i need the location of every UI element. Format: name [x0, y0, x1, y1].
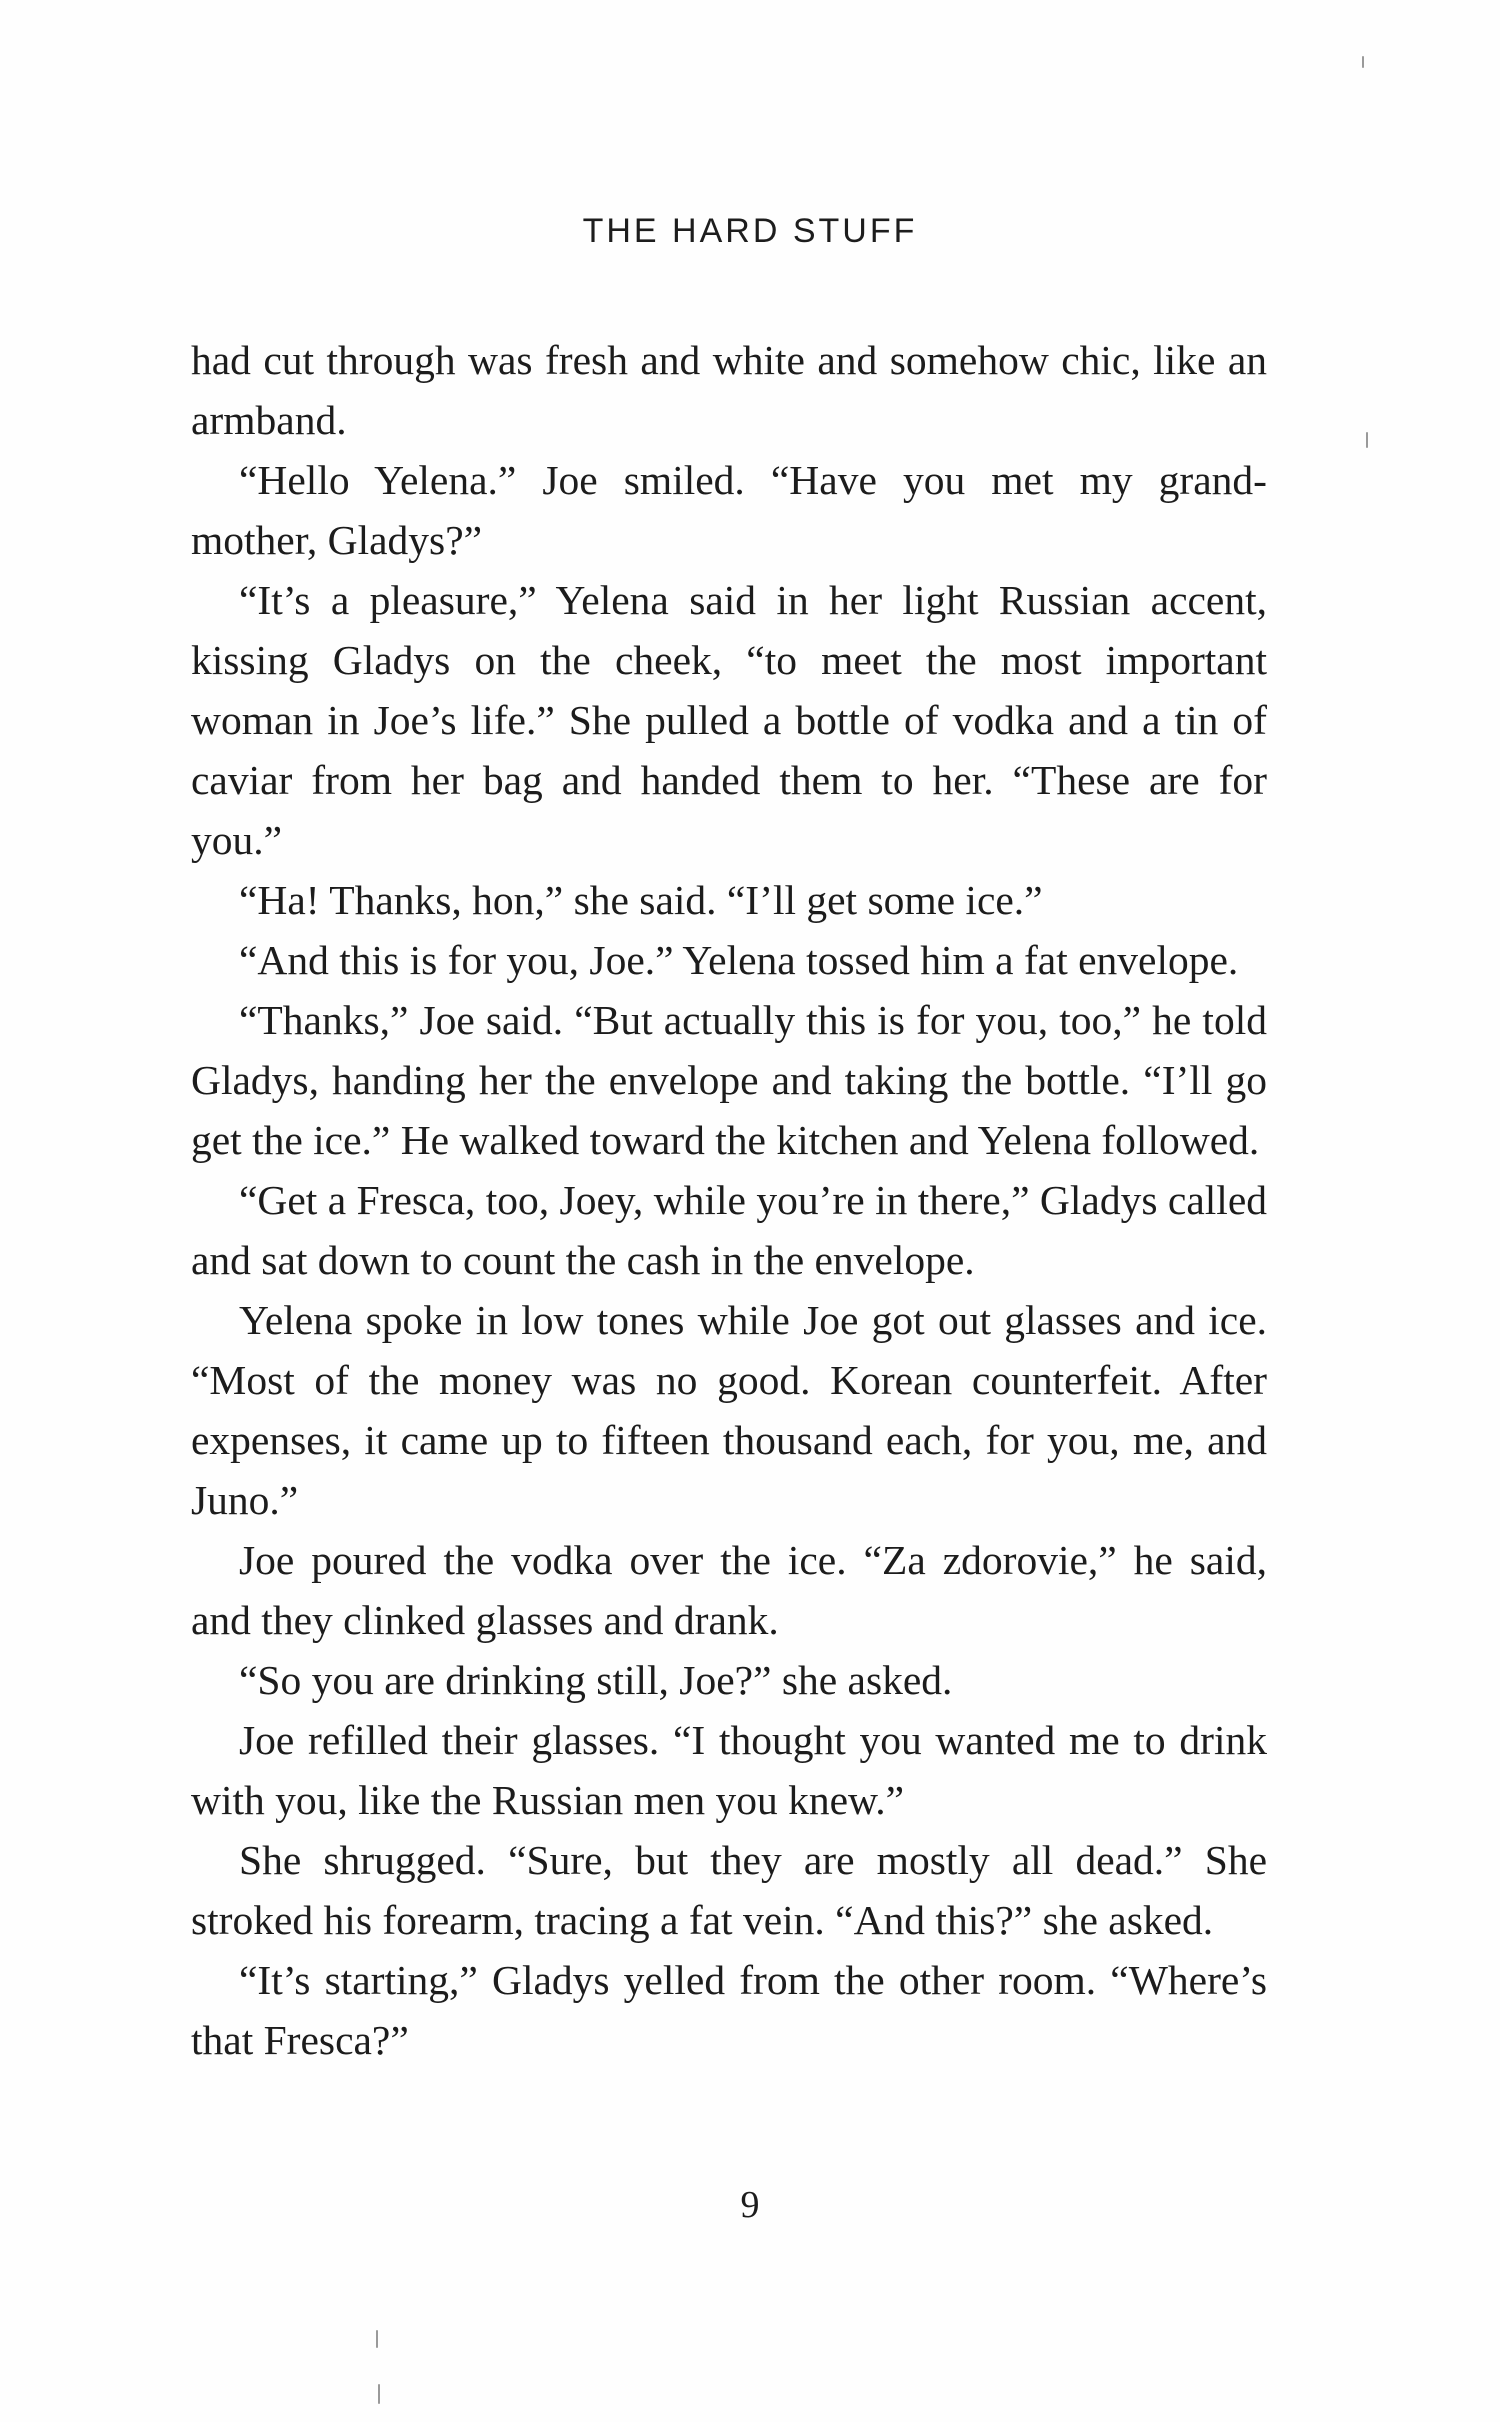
paragraph: Joe poured the vodka over the ice. “Za zdorovie,” he said, and they clinked glasses and drank. — [191, 1537, 1267, 1643]
scan-speck — [378, 2384, 380, 2404]
paragraph: “It’s starting,” Gladys yelled from the other room. “Where’s that Fresca?” — [191, 1957, 1267, 2063]
paragraph: “It’s a pleasure,” Yelena said in her light Russian accent, kissing Gladys on the cheek, “to meet the most important woman in Joe’s life.” She pulled a bottle of vodka and a tin of caviar from her bag and handed them to her. “These are for you.” — [191, 577, 1267, 863]
scan-speck — [376, 2330, 378, 2348]
paragraph: “Hello Yelena.” Joe smiled. “Have you met my grand-mother, Gladys?” — [191, 457, 1267, 563]
paragraph: Joe refilled their glasses. “I thought you wanted me to drink with you, like the Russian men you knew.” — [191, 1717, 1267, 1823]
running-head: THE HARD STUFF — [582, 212, 918, 250]
body-text — [191, 330, 1267, 2070]
paragraph: “So you are drinking still, Joe?” she asked. — [239, 1657, 953, 1703]
paragraph: Yelena spoke in low tones while Joe got out glasses and ice. “Most of the money was no good. Korean counterfeit. After expenses, it came up to fifteen thousand each, for you, me, and Juno.” — [191, 1297, 1267, 1523]
paragraph: “And this is for you, Joe.” Yelena tossed him a fat envelope. — [239, 937, 1239, 983]
scan-speck — [1366, 432, 1368, 448]
scan-speck — [1362, 56, 1364, 68]
paragraph: “Thanks,” Joe said. “But actually this is for you, too,” he told Gladys, handing her the envelope and taking the bottle. “I’ll go get the ice.” He walked toward the kitchen and Yelena followed. — [191, 997, 1267, 1163]
paragraph: “Ha! Thanks, hon,” she said. “I’ll get some ice.” — [239, 877, 1043, 923]
paragraph: She shrugged. “Sure, but they are mostly all dead.” She stroked his forearm, tracing a fat vein. “And this?” she asked. — [191, 1837, 1267, 1943]
page-number: 9 — [740, 2184, 760, 2226]
paragraph: had cut through was fresh and white and somehow chic, like an armband. — [191, 337, 1267, 443]
paragraph: “Get a Fresca, too, Joey, while you’re in there,” Gladys called and sat down to count the cash in the envelope. — [191, 1177, 1267, 1283]
